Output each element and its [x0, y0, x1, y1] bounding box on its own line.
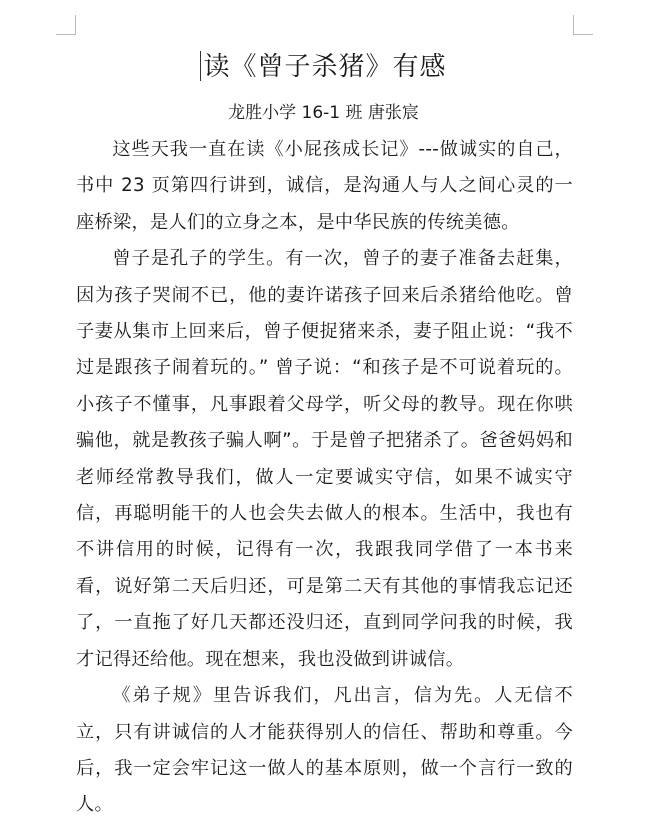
crop-mark-top-left: [56, 15, 76, 35]
text-cursor: [200, 51, 201, 81]
document-title-line[interactable]: [0, 47, 647, 87]
paragraph-2[interactable]: 曾子是孔子的学生。有一次，曾子的妻子准备去赶集，因为孩子哭闹不已，他的妻许诺孩子回来后杀猪给他吃。曾子妻从集市上回来后，曾子便捉猪来杀，妻子阻止说：“我不过是跟孩子闹着玩的。” 曾子说：“和孩子是不可说着玩的。小孩子不懂事，凡事跟着父母学，听父母的教导。现在你哄骗他，就是教孩子骗人啊”。于是曾子把猪杀了。爸爸妈妈和老师经常教导我们，做人一定要诚实守信，如果不诚实守信，再聪明能干的人也会失去做人的根本。生活中，我也有不讲信用的时候，记得有一次，我跟我同学借了一本书来看，说好第二天后归还，可是第二天有其他的事情我忘记还了，一直拖了好几天都还没归还，直到同学问我的时候，我才记得还给他。现在想来，我也没做到讲诚信。: [76, 248, 573, 670]
document-title[interactable]: 读《曾子杀猪》有感: [203, 52, 447, 82]
paragraph-1[interactable]: 这些天我一直在读《小屁孩成长记》---做诚实的自己，书中 23 页第四行讲到，诚信，是沟通人与人之间心灵的一座桥梁，是人们的立身之本，是中华民族的传统美德。: [76, 139, 573, 233]
crop-mark-top-right: [573, 15, 593, 35]
paragraph-3[interactable]: 《弟子规》里告诉我们，凡出言，信为先。人无信不立，只有讲诚信的人才能获得别人的信任、帮助和尊重。今后，我一定会牢记这一做人的基本原则，做一个言行一致的人。: [76, 685, 573, 816]
author-line[interactable]: 龙胜小学 16-1 班 唐张宸: [228, 103, 419, 123]
document-body[interactable]: [76, 132, 573, 824]
